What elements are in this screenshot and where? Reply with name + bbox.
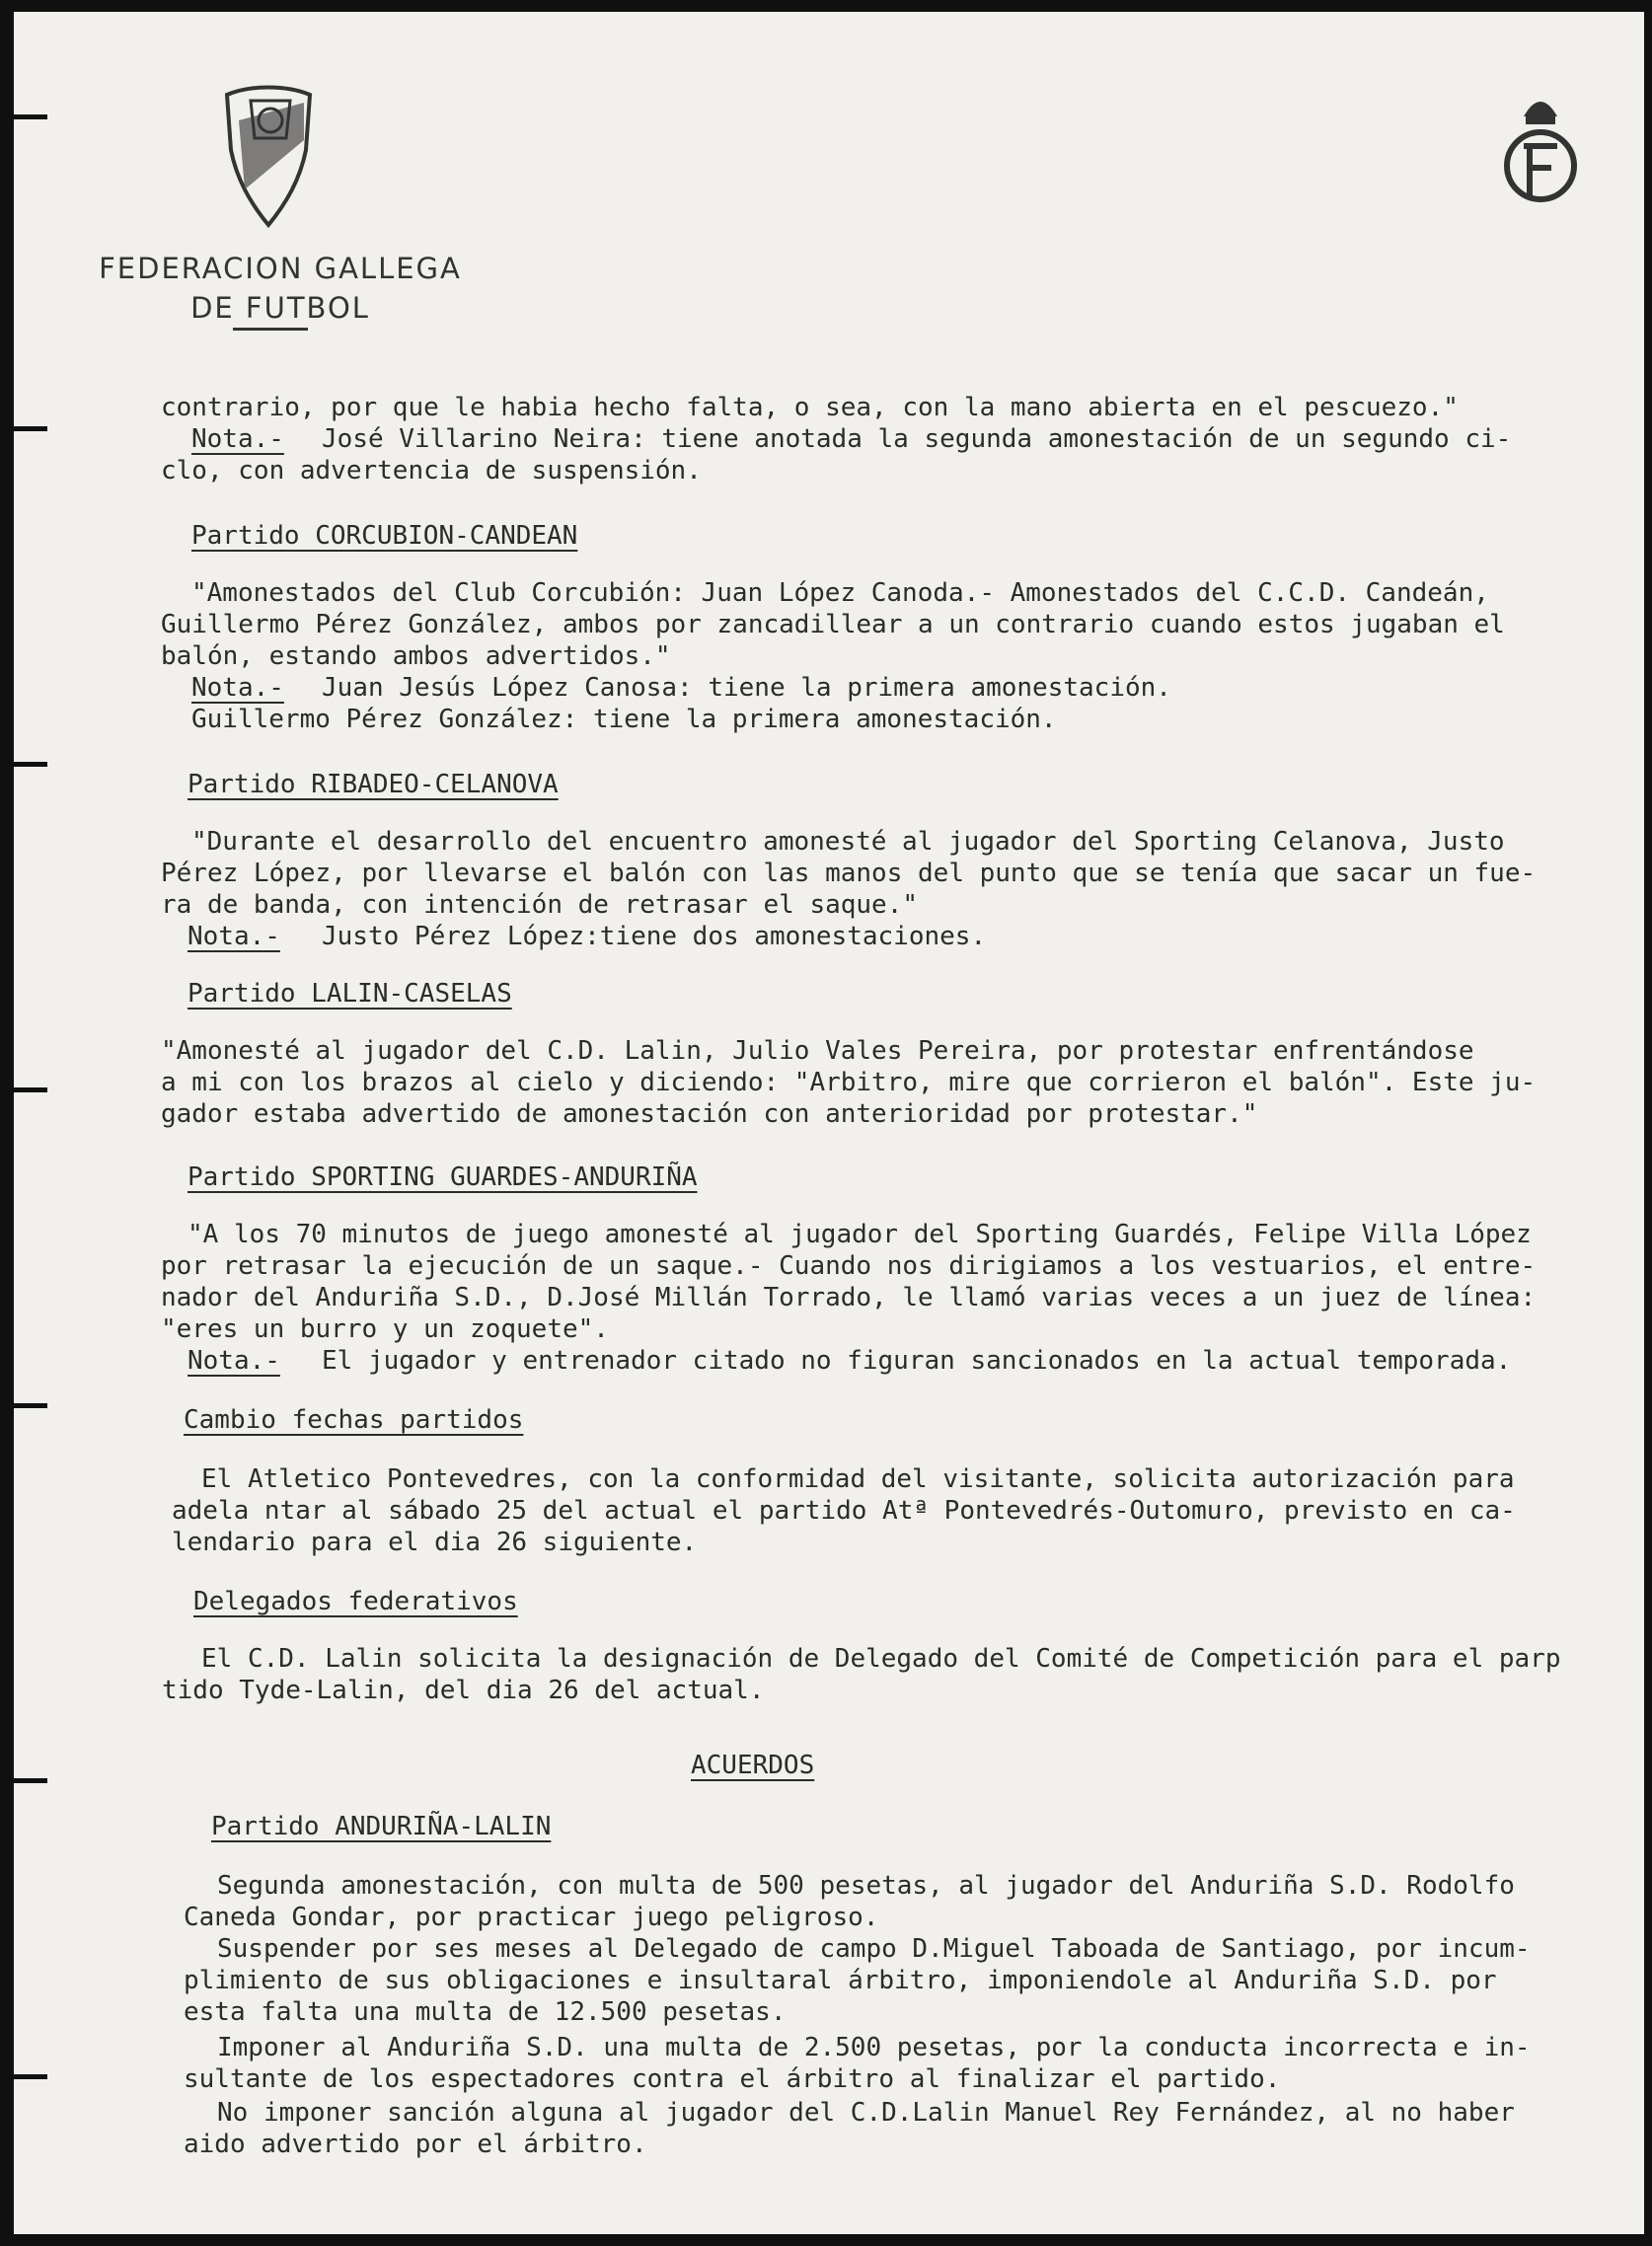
section-heading: Partido RIBADEO-CELANOVA (188, 770, 559, 799)
federation-name (73, 249, 488, 328)
binder-hole-mark (14, 2074, 47, 2079)
section-heading: Partido LALIN-CASELAS (188, 979, 512, 1009)
paragraph-line: nador del Anduriña S.D., D.José Millán Torrado, le llamó varias veces a un juez de línea: (161, 1283, 1537, 1312)
nota-label: Nota.- (188, 1346, 280, 1376)
federation-name-line2: DE FUTBOL (190, 291, 370, 325)
paragraph-line: El C.D. Lalin solicita la designación de Delegado del Comité de Competición para el parp (201, 1644, 1561, 1674)
paragraph-line: Imponer al Anduriña S.D. una multa de 2.500 pesetas, por la conducta incorrecta e in- (217, 2033, 1531, 2062)
paragraph-line: sultante de los espectadores contra el árbitro al finalizar el partido. (184, 2064, 1281, 2094)
binder-hole-mark (14, 1778, 47, 1783)
nota-text: El jugador y entrenador citado no figuran sancionados en la actual temporada. (322, 1346, 1512, 1376)
paragraph-line: Segunda amonestación, con multa de 500 pesetas, al jugador del Anduriña S.D. Rodolfo (217, 1871, 1515, 1901)
federation-name-line1: FEDERACION GALLEGA (99, 252, 462, 285)
document-page (14, 12, 1644, 2234)
paragraph-line: aido advertido por el árbitro. (184, 2130, 647, 2159)
letterhead-divider (233, 328, 308, 331)
nota-label: Nota.- (188, 922, 280, 951)
paragraph-line: Suspender por ses meses al Delegado de campo D.Miguel Taboada de Santiago, por incum- (217, 1934, 1531, 1964)
paragraph-line: El Atletico Pontevedres, con la conformidad del visitante, solicita autorización para (201, 1464, 1515, 1494)
section-heading: Cambio fechas partidos (184, 1405, 524, 1435)
nota-text: Guillermo Pérez González: tiene la primera amonestación. (191, 705, 1057, 734)
nota-label: Nota.- (191, 673, 284, 703)
binder-hole-mark (14, 426, 47, 431)
section-heading: Partido SPORTING GUARDES-ANDURIÑA (188, 1162, 698, 1192)
royal-crest-logo (1496, 87, 1585, 215)
paragraph-line: No imponer sanción alguna al jugador del C.D.Lalin Manuel Rey Fernández, al no haber (217, 2098, 1515, 2128)
paragraph-line: gador estaba advertido de amonestación con anterioridad por protestar." (161, 1099, 1258, 1129)
paragraph-line: balón, estando ambos advertidos." (161, 641, 671, 671)
binder-hole-mark (14, 1087, 47, 1092)
paragraph-line: esta falta una multa de 12.500 pesetas. (184, 1997, 787, 2027)
paragraph-line: por retrasar la ejecución de un saque.- Cuando nos dirigiamos a los vestuarios, el entre- (161, 1251, 1537, 1281)
section-heading: Partido CORCUBION-CANDEAN (191, 521, 578, 551)
federation-shield-logo (221, 81, 316, 229)
acuerdos-heading: ACUERDOS (691, 1751, 815, 1780)
paragraph-line: "Amonestados del Club Corcubión: Juan López Canoda.- Amonestados del C.C.D. Candeán, (191, 578, 1489, 608)
nota-text: José Villarino Neira: tiene anotada la segunda amonestación de un segundo ci- (322, 424, 1512, 454)
paragraph-line: plimiento de sus obligaciones e insultaral árbitro, imponiendole al Anduriña S.D. por (184, 1966, 1497, 1995)
section-heading: Delegados federativos (193, 1587, 518, 1616)
binder-hole-mark (14, 1403, 47, 1408)
paragraph-line: ra de banda, con intención de retrasar el saque." (161, 890, 919, 920)
paragraph-line: adela ntar al sábado 25 del actual el partido Atª Pontevedrés-Outomuro, previsto en ca- (172, 1496, 1516, 1526)
section-heading: Partido ANDURIÑA-LALIN (211, 1812, 552, 1841)
paragraph-line: Pérez López, por llevarse el balón con las manos del punto que se tenía que sacar un fue- (161, 859, 1537, 888)
continuation-line: contrario, por que le habia hecho falta, o sea, con la mano abierta en el pescuezo." (161, 393, 1459, 422)
paragraph-line: "eres un burro y un zoquete". (161, 1314, 609, 1344)
paragraph-line: "Durante el desarrollo del encuentro amonesté al jugador del Sporting Celanova, Justo (191, 827, 1505, 857)
nota-text: clo, con advertencia de suspensión. (161, 456, 702, 486)
binder-hole-mark (14, 114, 47, 119)
nota-text: Justo Pérez López:tiene dos amonestaciones. (322, 922, 987, 951)
paragraph-line: a mi con los brazos al cielo y diciendo: "Arbitro, mire que corrieron el balón". Este ju- (161, 1068, 1537, 1097)
nota-label: Nota.- (191, 424, 284, 454)
paragraph-line: "A los 70 minutos de juego amonesté al jugador del Sporting Guardés, Felipe Villa López (188, 1220, 1532, 1249)
nota-text: Juan Jesús López Canosa: tiene la primera amonestación. (322, 673, 1171, 703)
paragraph-line: lendario para el dia 26 siguiente. (172, 1528, 698, 1557)
paragraph-line: tido Tyde-Lalin, del dia 26 del actual. (162, 1676, 765, 1705)
binder-hole-mark (14, 762, 47, 767)
paragraph-line: "Amonesté al jugador del C.D. Lalin, Julio Vales Pereira, por protestar enfrentándose (161, 1036, 1474, 1066)
paragraph-line: Guillermo Pérez González, ambos por zancadillear a un contrario cuando estos jugaban el (161, 610, 1505, 639)
paragraph-line: Caneda Gondar, por practicar juego peligroso. (184, 1903, 879, 1932)
